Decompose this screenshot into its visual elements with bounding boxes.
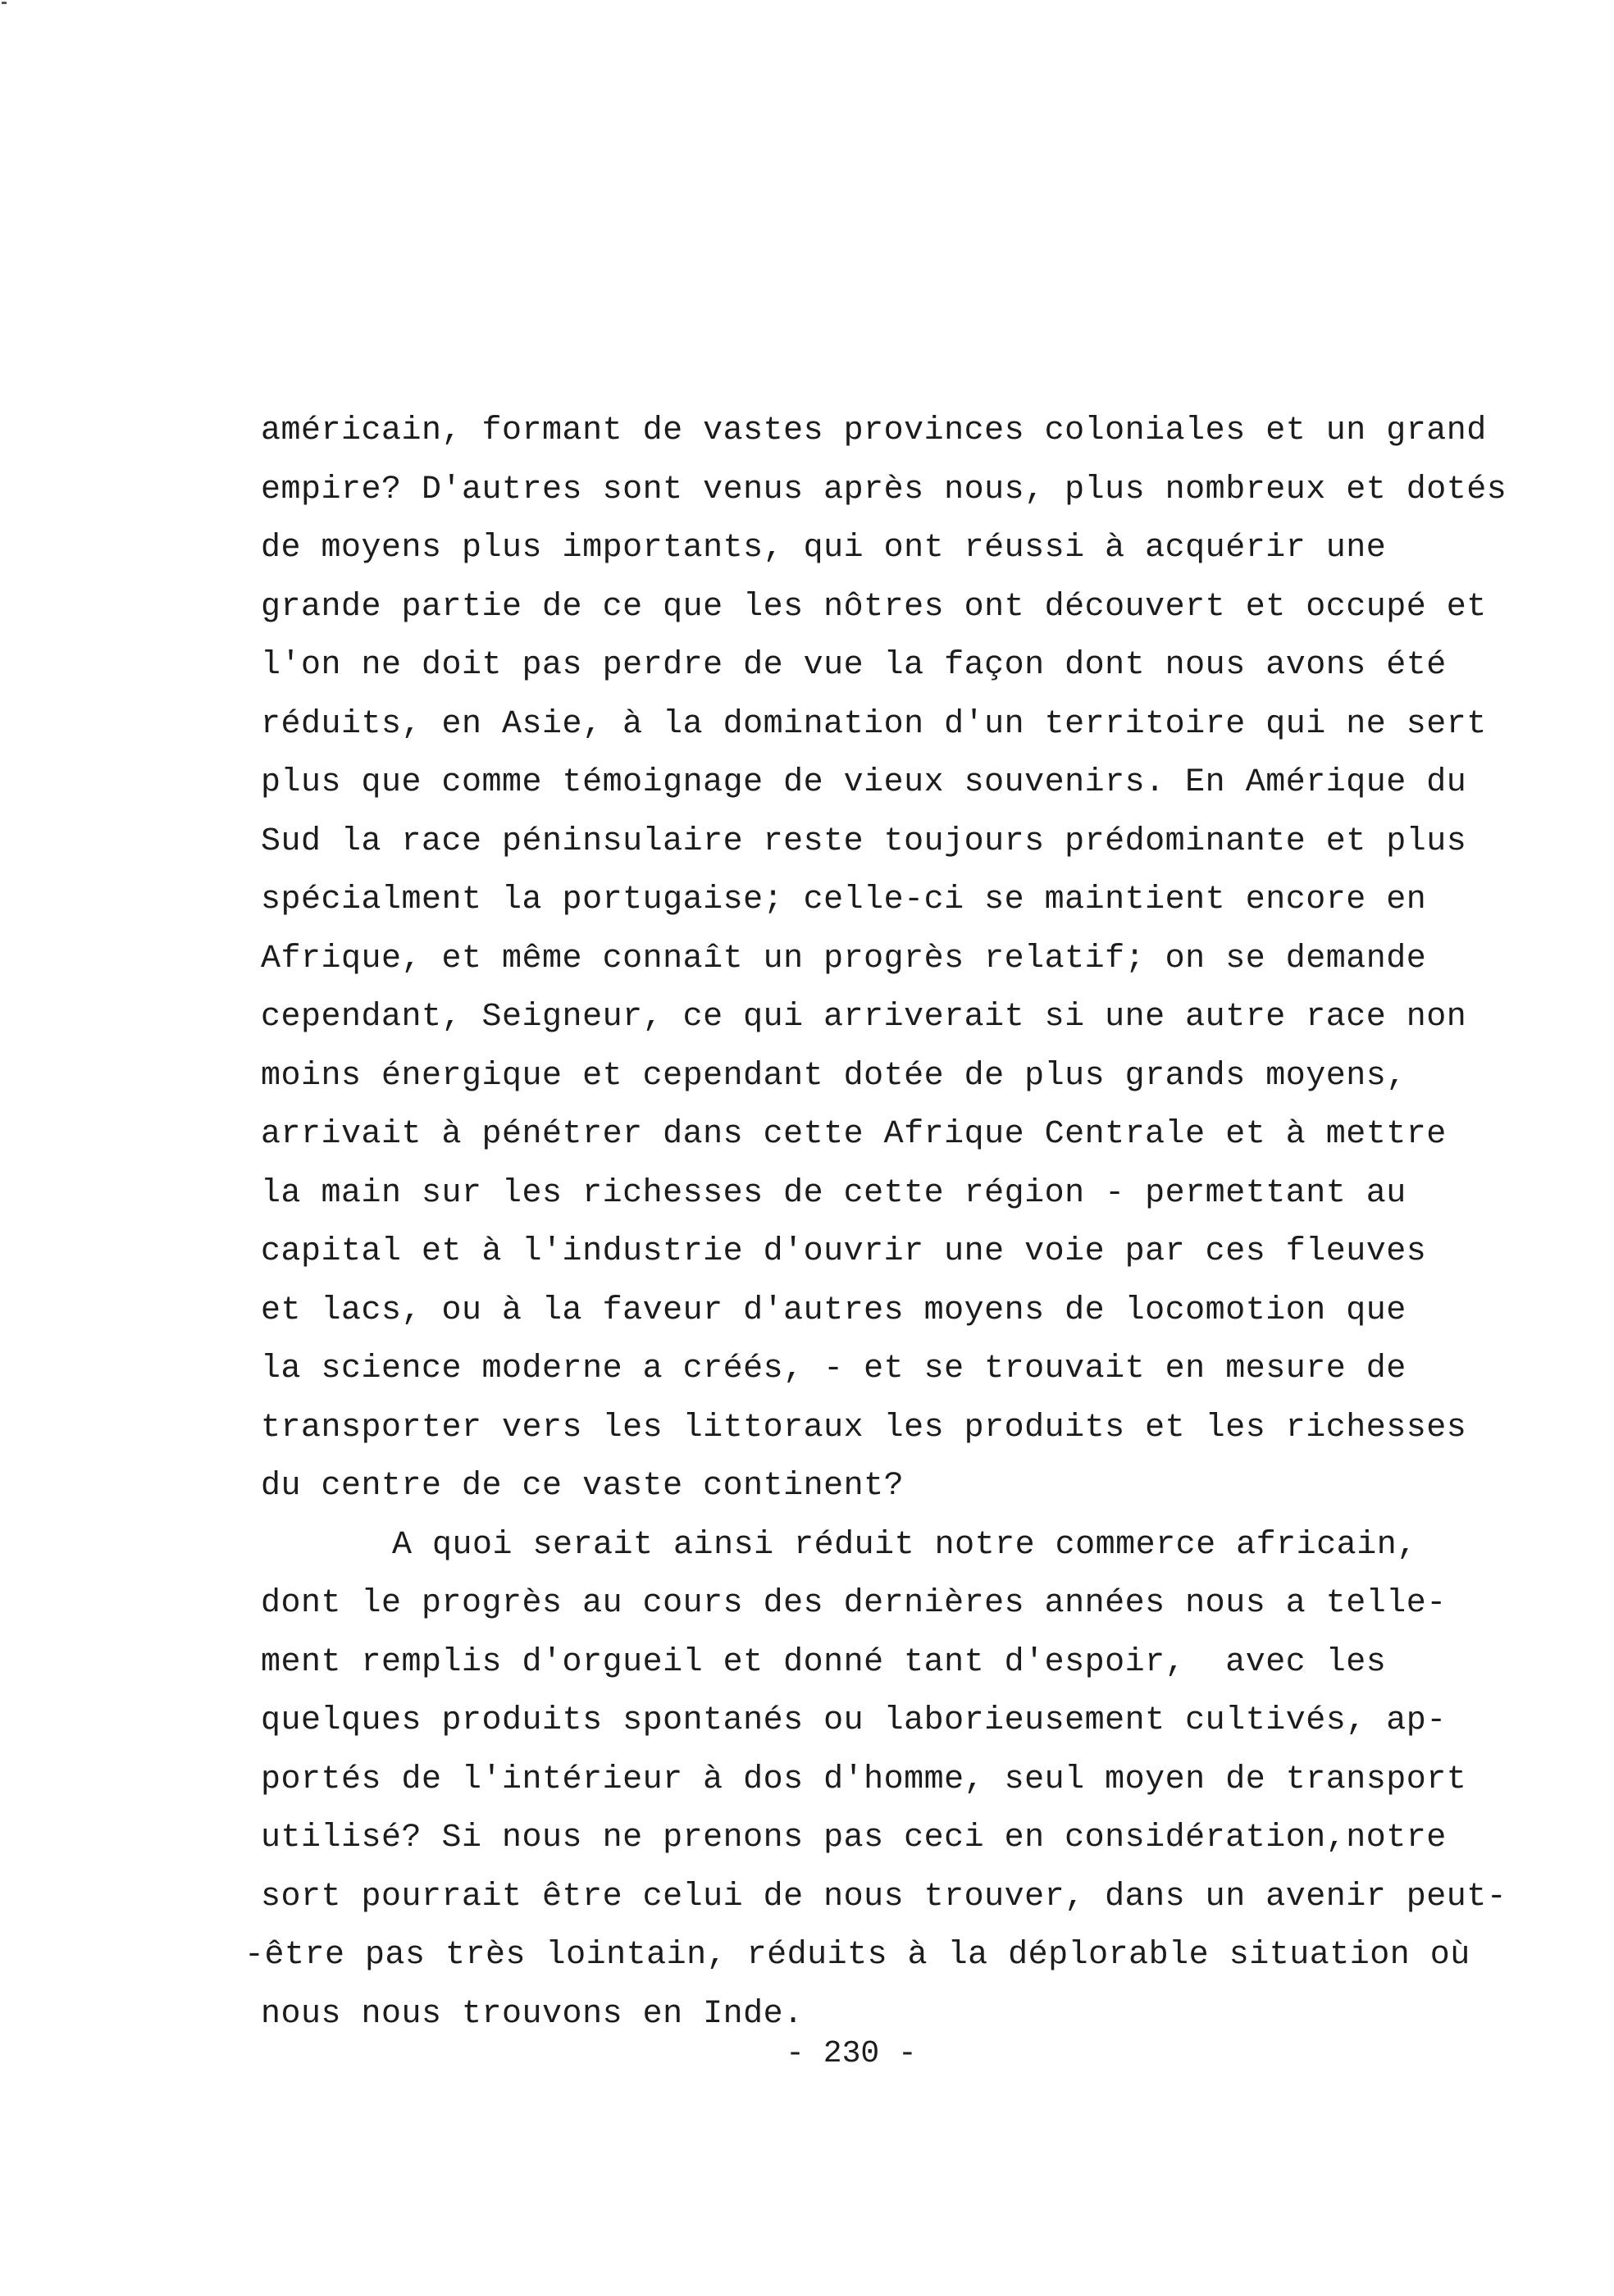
text-line: du centre de ce vaste continent? — [261, 1468, 905, 1505]
text-line: la main sur les richesses de cette région - permettant au — [261, 1174, 1407, 1212]
text-line: grande partie de ce que les nôtres ont découvert et occupé et — [261, 588, 1487, 626]
text-line: réduits, en Asie, à la domination d'un territoire qui ne sert — [261, 705, 1487, 743]
text-line: de moyens plus importants, qui ont réussi à acquérir une — [261, 530, 1387, 567]
text-line: utilisé? Si nous ne prenons pas ceci en considération,notre — [261, 1820, 1447, 1856]
text-line: nous nous trouvons en Inde. — [261, 1995, 804, 2033]
scan-speck — [2, 2, 7, 4]
text-line: spécialment la portugaise; celle-ci se maintient encore en — [261, 882, 1427, 918]
text-line: sort pourrait être celui de nous trouver, dans un avenir peut- — [261, 1878, 1507, 1916]
text-line: transporter vers les littoraux les produits et les richesses — [261, 1409, 1467, 1446]
text-line: moins énergique et cependant dotée de plus grands moyens, — [261, 1057, 1407, 1095]
text-line: plus que comme témoignage de vieux souvenirs. En Amérique du — [261, 764, 1467, 801]
text-line: Sud la race péninsulaire reste toujours prédominante et plus — [261, 822, 1467, 860]
text-line: la science moderne a créés, - et se trouvait en mesure de — [261, 1351, 1407, 1387]
page-number: - 230 - — [786, 2036, 917, 2071]
text-line: empire? D'autres sont venus après nous, plus nombreux et dotés — [261, 471, 1507, 508]
text-line: Afrique, et même connaît un progrès relatif; on se demande — [261, 940, 1427, 977]
text-line: portés de l'intérieur à dos d'homme, seul moyen de transport — [261, 1761, 1467, 1798]
text-line: dont le progrès au cours des dernières années nous a telle- — [261, 1585, 1447, 1622]
body-text — [244, 402, 1540, 2043]
text-line: américain, formant de vastes provinces coloniales et un grand — [261, 412, 1487, 449]
text-line: l'on ne doit pas perdre de vue la façon dont nous avons été — [261, 647, 1447, 684]
text-line: arrivait à pénétrer dans cette Afrique Centrale et à mettre — [261, 1116, 1447, 1153]
paragraph-start-line: A quoi serait ainsi réduit notre commerce africain, — [392, 1526, 1417, 1564]
text-line: -être pas très lointain, réduits à la déplorable situation où — [244, 1937, 1470, 1974]
text-line: quelques produits spontanés ou laborieusement cultivés, ap- — [261, 1702, 1447, 1739]
text-line: ment remplis d'orgueil et donné tant d'espoir, avec les — [261, 1643, 1387, 1681]
text-line: et lacs, ou à la faveur d'autres moyens de locomotion que — [261, 1292, 1407, 1329]
text-line: capital et à l'industrie d'ouvrir une voie par ces fleuves — [261, 1233, 1427, 1270]
text-line: cependant, Seigneur, ce qui arriverait si une autre race non — [261, 999, 1467, 1036]
